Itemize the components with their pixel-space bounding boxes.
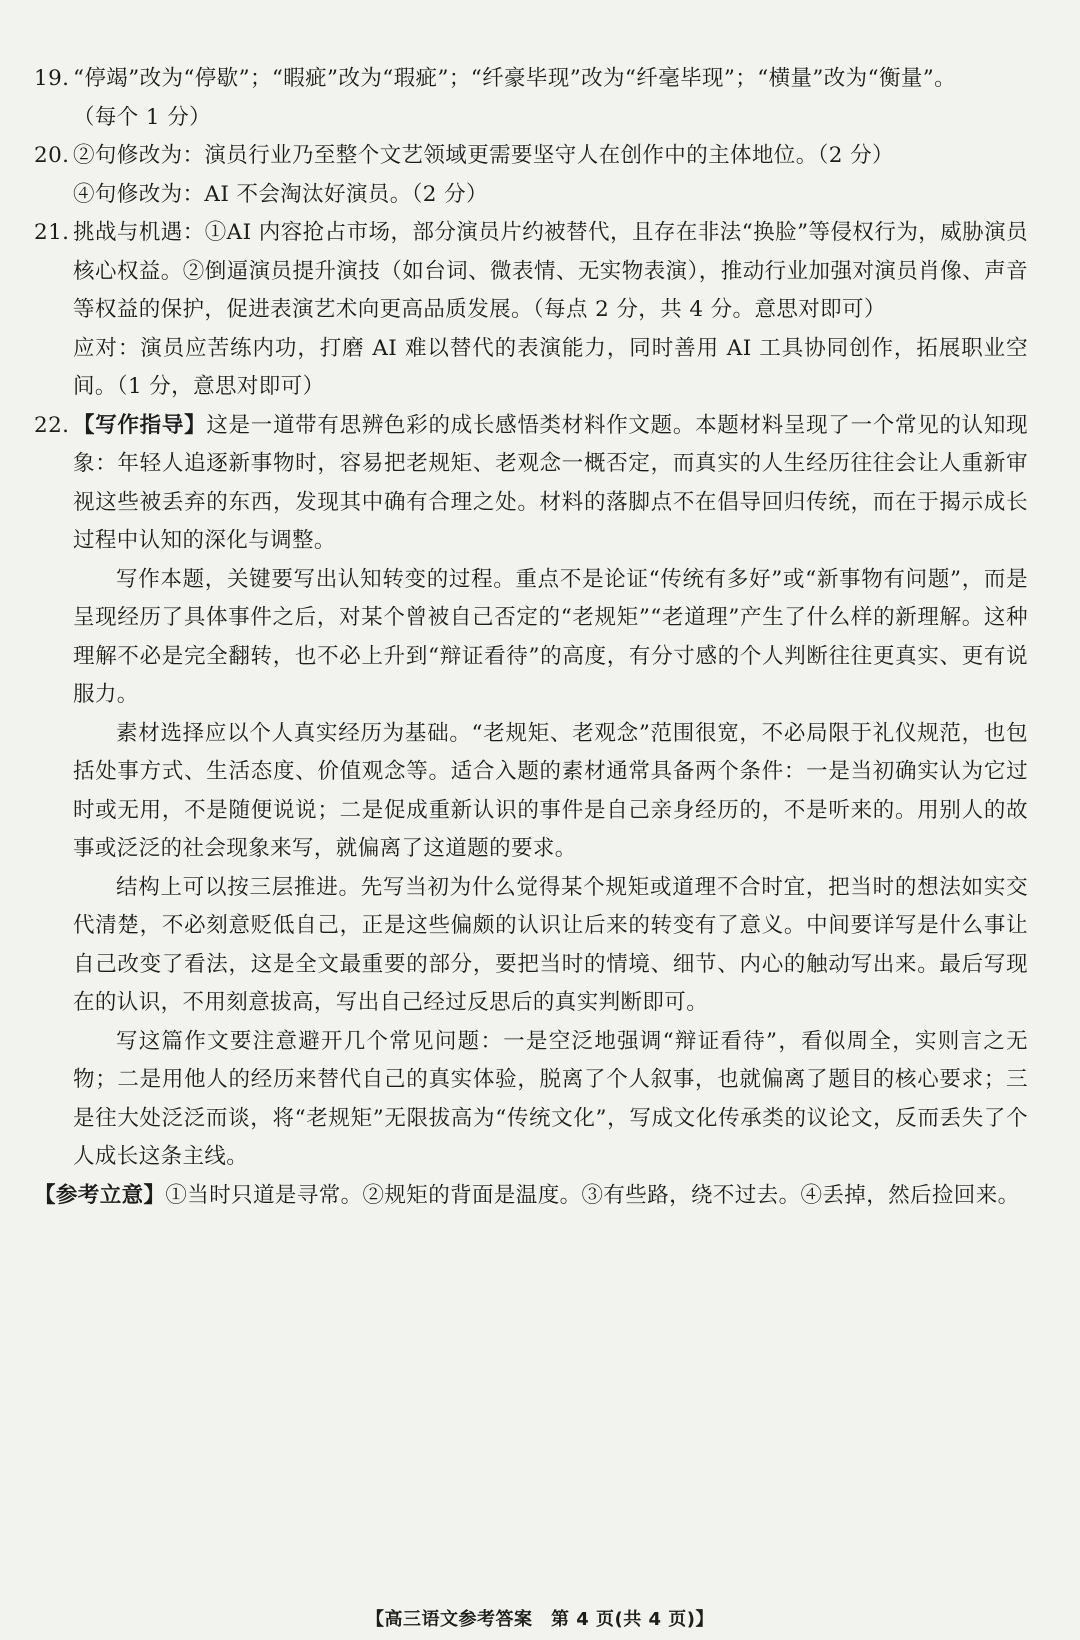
page-footer: 【高三语文参考答案 第 4 页(共 4 页)】	[365, 1609, 715, 1630]
reference-label: 【参考立意】	[34, 1182, 166, 1208]
answer-text: ②句修改为：演员行业乃至整个文艺领域更需要坚守人在创作中的主体地位。（2 分）	[73, 143, 894, 168]
score-note: （每个 1 分）	[73, 104, 212, 130]
guide-intro: 这是一道带有思辨色彩的成长感悟类材料作文题。本题材料呈现了一个常见的认知现象：年轻人追逐新事物时，容易把老规矩、老观念一概否定，而真实的人生经历往往会让人重新审视这些被丢弃的东西，发现其中确有合理之处。材料的落脚点不在倡导回归传统，而在于揭示成长过程中认知的深化与调整。	[73, 412, 1029, 553]
question-number: 19.	[34, 66, 70, 91]
question-number: 21.	[34, 220, 70, 245]
question-body	[73, 137, 1028, 214]
guide-paragraph: 写这篇作文要注意避开几个常见问题：一是空泛地强调“辩证看待”，看似周全，实则言之无物；二是用他人的经历来替代自己的真实体验，脱离了个人叙事，也就偏离了题目的核心要求；三是往大处泛泛而谈，将“老规矩”无限拔高为“传统文化”，写成文化传承类的议论文，反而丢失了个人成长这条主线。	[73, 1028, 1028, 1169]
question-20	[34, 137, 1028, 214]
guide-paragraph: 素材选择应以个人真实经历为基础。“老规矩、老观念”范围很宽，不必局限于礼仪规范，也包括处事方式、生活态度、价值观念等。适合入题的素材通常具备两个条件：一是当初确实认为它过时或无用，不是随便说说；二是促成重新认识的事件是自己亲身经历的，不是听来的。用别人的故事或泛泛的社会现象来写，就偏离了这道题的要求。	[73, 720, 1028, 861]
answer-text: “停竭”改为“停歇”；“暇疵”改为“瑕疵”；“纤豪毕现”改为“纤毫毕现”；“横量”改为“衡量”。	[73, 66, 957, 91]
reference-paragraph	[34, 1177, 1028, 1216]
question-number: 20.	[34, 143, 70, 168]
answer-paragraph: 挑战与机遇：①AI 内容抢占市场，部分演员片约被替代，且存在非法“换脸”等侵权行为，威胁演员核心权益。②倒逼演员提升演技（如台词、微表情、无实物表演），推动行业加强对演员肖像、声音等权益的保护，促进表演艺术向更高品质发展。（每点 2 分，共 4 分。意思对即可）	[73, 220, 1028, 322]
question-21-continued	[34, 330, 1028, 407]
guide-paragraph	[73, 407, 1028, 561]
reference-text: ①当时只道是寻常。②规矩的背面是温度。③有些路，绕不过去。④丢掉，然后捡回来。	[165, 1182, 1020, 1208]
question-22	[34, 407, 1028, 1177]
reference-ideas	[34, 1177, 1028, 1216]
question-body	[73, 214, 1028, 330]
guide-label: 【写作指导】	[73, 412, 207, 438]
question-body	[73, 407, 1028, 1177]
question-19	[34, 60, 1028, 137]
guide-paragraph: 结构上可以按三层推进。先写当初为什么觉得某个规矩或道理不合时宜，把当时的想法如实交代清楚，不必刻意贬低自己，正是这些偏颇的认识让后来的转变有了意义。中间要详写是什么事让自己改变了看法，这是全文最重要的部分，要把当时的情境、细节、内心的触动写出来。最后写现在的认识，不用刻意拔高，写出自己经过反思后的真实判断即可。	[73, 874, 1028, 1015]
answer-paragraph: 应对：演员应苦练内功，打磨 AI 难以替代的表演能力，同时善用 AI 工具协同创作，拓展职业空间。（1 分，意思对即可）	[73, 335, 1028, 399]
guide-paragraph: 写作本题，关键要写出认知转变的过程。重点不是论证“传统有多好”或“新事物有问题”，而是呈现经历了具体事件之后，对某个曾被自己否定的“老规矩”“老道理”产生了什么样的新理解。这种理解不必是完全翻转，也不必上升到“辩证看待”的高度，有分寸感的个人判断往往更真实、更有说服力。	[73, 566, 1028, 707]
question-number: 22.	[34, 412, 70, 438]
question-21	[34, 214, 1028, 330]
answer-text: ④句修改为：AI 不会淘汰好演员。（2 分）	[73, 181, 488, 207]
question-body	[73, 60, 1028, 137]
